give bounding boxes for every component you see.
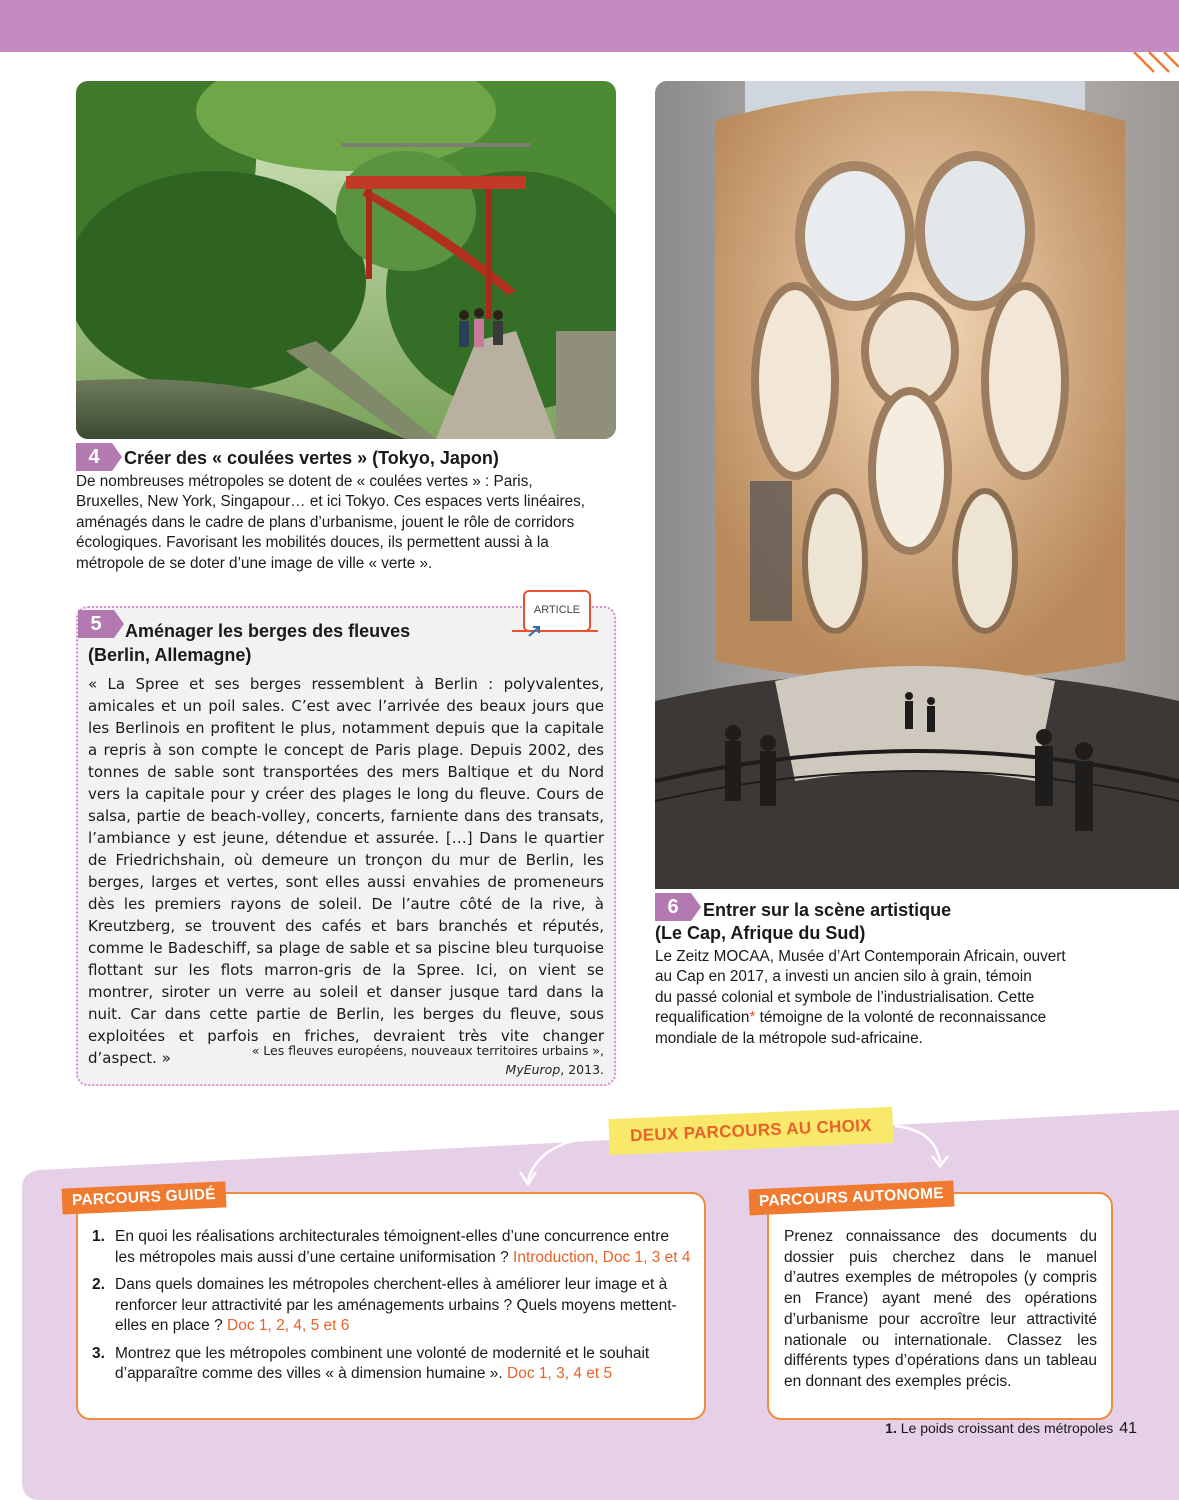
question-item: 2. Dans quels domaines les métropoles cherchent-elles à améliorer leur image et à renforcer leur attractivité par les aménagements urbains ? Quels moyens mettent-elles en place ? Doc 1, 2, 4, 5 et 6 bbox=[92, 1276, 677, 1334]
photo-tokyo-green-corridor bbox=[76, 81, 616, 439]
doc-5-quote: « La Spree et ses berges ressemblent à Berlin : polyvalentes, amicales et un poil sales. C’est avec l’arrivée des beaux jours que les Berlinois en profitent le plus, notamment depuis que la capitale a repris à son compte le concept de Paris plage. Depuis 2002, des tonnes de sable sont transportées des mers Baltique et du Nord vers la capitale pour y créer des plages le long du fleuve. Cours de salsa, partie de beach-volley, concerts, farniente dans des transats, l’ambiance y est jeune, détendue et assurée. […] Dans le quartier de Friedrichshain, où demeure un tronçon du mur de Berlin, les berges, larges et vertes, sont elles aussi envahies de promeneurs dès les premiers rayons de soleil. De l’autre côté de la rive, à Kreutzberg, se trouvent des cafés et bars branchés et réputés, comme le Badeschiff, sa plage de sable et sa piscine bleu turquoise flottant sur les flots marron-gris de la Spree. Ici, on vient se montrer, siroter un verre au soleil et danser jusque tard dans la nuit. Car dans cette partie de Berlin, les berges du fleuve, sous exploitées et parfois en friches, devraient très vite changer d’aspect. » bbox=[88, 675, 604, 1067]
doc-5-title-line1: Aménager les berges des fleuves bbox=[125, 621, 411, 641]
page-number: 41 bbox=[1119, 1420, 1137, 1437]
article-tag: ARTICLE bbox=[523, 590, 591, 632]
parcours-autonome-text: Prenez connaissance des documents du dossier puis cherchez dans le manuel d’autres exemples de métropoles (y compris en France) ayant mené des opérations d’urbanisme pour accroître leur attractivité nationale ou internationale. Classez les différents types d’opérations dans un tableau en donnant des exemples précis. bbox=[784, 1228, 1097, 1390]
question-item: 3. Montrez que les métropoles combinent une volonté de modernité et le souhait d’apparaître comme des villes « à dimension humaine ». Doc 1, 3, 4 et 5 bbox=[92, 1344, 650, 1382]
doc-4-title: Créer des « coulées vertes » (Tokyo, Japon) bbox=[124, 448, 499, 468]
photo-zeitz-mocaa-atrium bbox=[655, 81, 1179, 889]
doc-6-title-line2: (Le Cap, Afrique du Sud) bbox=[655, 923, 866, 943]
doc-4-text: De nombreuses métropoles se dotent de « coulées vertes » : Paris, Bruxelles, New York, Singapour… et ici Tokyo. Ces espaces verts linéaires, aménagés dans le cadre de plans d’urbanisme, jouent le rôle de corridors écologiques. Favorisant les mobilités douces, ils permettent aussi à la métropole de se doter d’une image de ville « verte ». bbox=[76, 473, 586, 572]
top-color-band bbox=[0, 0, 1179, 52]
doc-6-text: Le Zeitz MOCAA, Musée d’Art Contemporain Africain, ouvert au Cap en 2017, a investi un ancien silo à grain, témoin du passé colonial et symbole de l’industrialisation. Cette requalification* témoigne de la volonté de reconnaissance mondiale de la métropole sud-africaine. bbox=[655, 948, 1066, 1047]
page-footer: 1. Le poids croissant des métropoles 41 bbox=[885, 1420, 1137, 1437]
article-arrow-icon bbox=[527, 624, 543, 638]
doc-5-source: « Les fleuves européens, nouveaux territoires urbains », MyEurop, 2013. bbox=[251, 1043, 604, 1077]
article-tag-underline bbox=[512, 630, 598, 632]
parcours-banner: DEUX PARCOURS AU CHOIX bbox=[608, 1107, 893, 1155]
parcours-guide-label: PARCOURS GUIDÉ bbox=[62, 1181, 227, 1214]
doc-6-number: 6 bbox=[655, 893, 691, 921]
parcours-autonome-label: PARCOURS AUTONOME bbox=[749, 1181, 955, 1216]
doc-4-number: 4 bbox=[76, 443, 112, 471]
doc-5-number: 5 bbox=[78, 610, 114, 638]
doc-6-title-line1: Entrer sur la scène artistique bbox=[703, 900, 952, 920]
doc-5-title-line2: (Berlin, Allemagne) bbox=[88, 645, 252, 665]
question-item: 1. En quoi les réalisations architecturales témoignent-elles d’une concurrence entre les métropoles mais aussi d’une certaine uniformisation ? Introduction, Doc 1, 3 et 4 bbox=[92, 1228, 691, 1266]
guided-questions-list bbox=[92, 1227, 692, 1392]
